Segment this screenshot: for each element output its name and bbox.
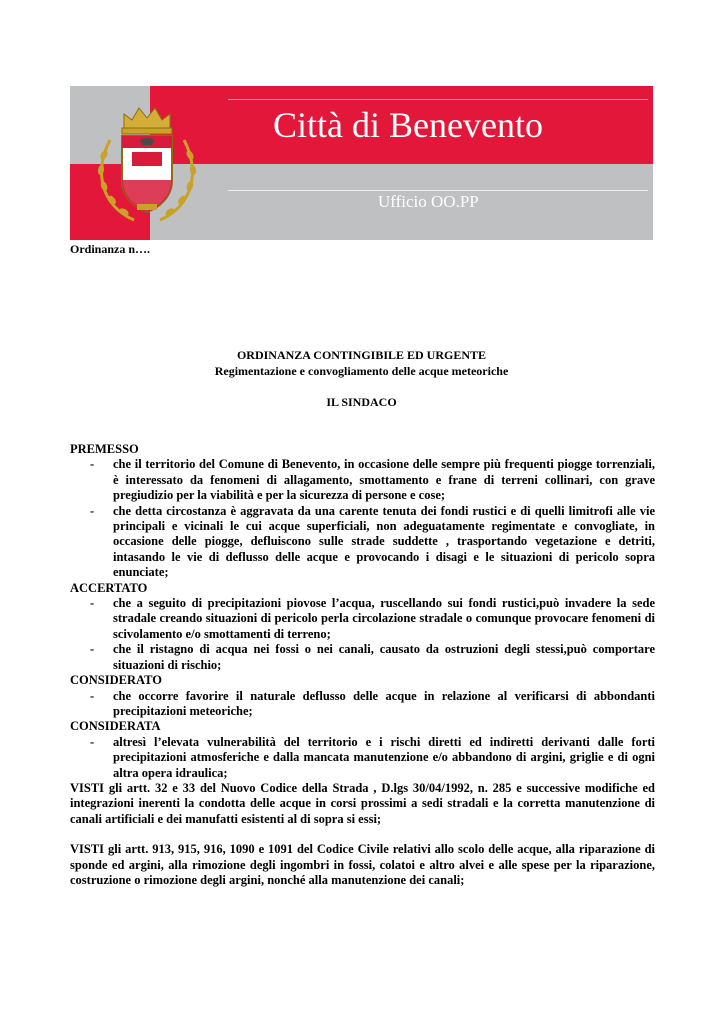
bullet-dash: - [90,503,95,518]
list-item-text: che il ristagno di acqua nei fossi o nei canali, causato da ostruzioni degli stessi,può comportare situazioni di rischio; [113,642,655,672]
bullet-dash: - [90,457,95,472]
city-coat-of-arms-icon [92,100,202,230]
bullet-dash: - [90,642,95,657]
spacer [70,827,655,842]
list-item [70,689,655,720]
list-item [70,504,655,581]
ordinance-body [70,442,655,888]
list-item-text: che occorre favorire il naturale deflusso delle acque in relazione al verificarsi di abbondanti precipitazioni meteoriche; [113,688,655,718]
visti-text: gli artt. 32 e 33 del Nuovo Codice della Strada , D.lgs 30/04/1992, n. 285 e successive modifiche ed integrazioni inerenti la condotta delle acque in corsi prossimi a sedi stradali e la corretta manutenzione di canali artificiali e dei manufatti esistenti al di sopra si essi; [70,780,655,826]
section-premesso [70,442,655,581]
list-item [70,596,655,642]
visti-strada-paragraph [70,781,655,827]
list-item [70,642,655,673]
ordinanza-number: Ordinanza n…. [70,242,151,256]
section-label: ACCERTATO [70,580,148,595]
list-item-text: che a seguito di precipitazioni piovose l’acqua, ruscellando sui fondi rustici,può invadere la sede stradale creando situazioni di pericolo perla circolazione stradale o comunque provocare fenomeni di scivolamento e/o smottamenti di terreno; [113,596,655,641]
banner-divider-bottom [228,190,648,191]
visti-lead: VISTI [70,842,105,857]
document-subtitle: Regimentazione e convogliamento delle acque meteoriche [214,364,509,378]
list-item [70,457,655,503]
section-considerato [70,673,655,719]
document-title: ORDINANZA CONTINGIBILE ED URGENTE [236,348,487,362]
section-considerata [70,719,655,781]
city-name-title: Città di Benevento [273,105,543,145]
list-item-text: che il territorio del Comune di Benevento, in occasione delle sempre più frequenti piogge torrenziali, è interessato da fenomeni di allagamento, smottamento e frane di terreni collinari, con grave pregiudizio per la viabilità e per la sicurezza di persone e cose; [113,457,655,503]
visti-text: gli artt. 913, 915, 916, 1090 e 1091 del Codice Civile relativi allo scolo delle acque, alla riparazione di sponde ed argini, alla rimozione degli ingombri in fossi, colatoi e altro alvei e alle spese per la riparazione, costruzione o rimozione degli argini, nonché alla manutenzione dei canali; [70,842,655,887]
authority-heading: IL SINDACO [326,395,397,409]
visti-lead: VISTI [70,780,105,795]
visti-codice-civile-paragraph [70,842,655,888]
bullet-dash: - [90,596,95,611]
section-label: CONSIDERATO [70,673,162,688]
list-item-text: che detta circostanza è aggravata da una carente tenuta dei fondi rustici e di quelli limitrofi alle vie principali e vicinali le cui acque superficiali, non adeguatamente regimentate e convogliate, in occasione delle piogge, defluiscono sulle strade suddette , trasportando vegetazione e detriti, intasando le vie di deflusso delle acque e provocando i disagi e le situazioni di pericolo sopra enunciate; [113,503,655,580]
list-item-text: altresì l’elevata vulnerabilità del territorio e i rischi diretti ed indiretti derivanti dalle forti precipitazioni atmosferiche e dalla mancata manutenzione e/o abbandono di argini, griglie e di ogni altra opera idraulica; [113,734,655,780]
section-label: CONSIDERATA [70,719,161,734]
list-item [70,735,655,781]
section-label: PREMESSO [70,442,139,456]
bullet-dash: - [90,734,95,749]
section-accertato [70,581,655,673]
bullet-dash: - [90,688,95,703]
letterhead-banner [70,86,653,240]
office-subtitle: Ufficio OO.PP [378,192,479,211]
banner-divider-top [228,99,648,100]
